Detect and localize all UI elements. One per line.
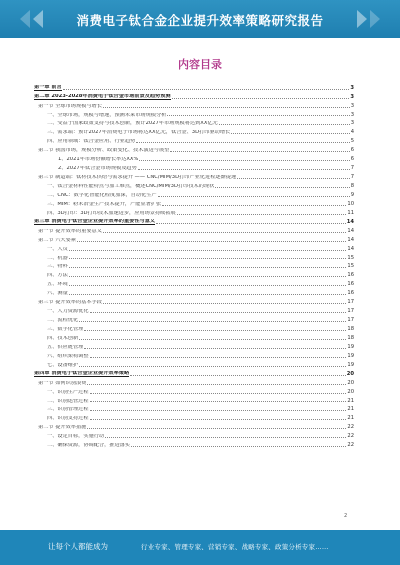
toc-entry[interactable] <box>34 377 354 386</box>
toc-leader-dots <box>131 445 346 447</box>
toc-entry-title: 四、3D打印：3D打印技术加速进步，应用场景持续拓展 <box>47 210 176 216</box>
toc-entry[interactable] <box>34 243 354 252</box>
toc-entry-title: 六、测量 <box>47 291 68 297</box>
toc-entry[interactable] <box>34 368 354 377</box>
toc-entry-page: 7 <box>350 165 354 172</box>
toc-entry-page: 22 <box>347 442 354 449</box>
toc-entry-page: 14 <box>346 218 354 225</box>
toc-entry-title: 二、机器 <box>47 255 68 261</box>
toc-entry-page: 16 <box>347 281 354 288</box>
toc-entry-title: 三、需求端：预计2027年消费电子市场将达XX亿元，钛合金、3D打印驱动增长 <box>47 130 231 136</box>
toc-entry-title: 一、识别生产过程 <box>47 389 89 395</box>
toc-entry[interactable] <box>34 225 354 234</box>
toc-leader-dots <box>90 356 347 358</box>
toc-leader-dots <box>90 409 347 411</box>
toc-entry-title: 第二节 提升效率措施 <box>38 425 87 431</box>
toc-entry-page: 15 <box>347 254 354 261</box>
toc-entry-title: 四、方法 <box>47 273 68 279</box>
toc-entry[interactable] <box>34 118 354 127</box>
toc-entry[interactable] <box>34 216 354 225</box>
report-title: 消费电子钛合金企业提升效率策略研究报告 <box>76 13 324 28</box>
toc-entry-title: 第一章 前言 <box>34 84 62 90</box>
toc-entry-page: 14 <box>347 227 354 234</box>
toc-leader-dots <box>139 159 349 161</box>
toc-entry-title: 二、CNC：数字化智能化程度加深，自动化生产 <box>47 192 157 198</box>
toc-leader-dots <box>90 311 347 313</box>
toc-entry-title: 二、确保资源，协调配合，推进落实 <box>47 443 131 449</box>
toc-entry-title: 第一节 提升效率的重要意义 <box>38 228 102 234</box>
toc-entry-title: 第四章 消费电子钛合金企业提升效率策略 <box>34 370 130 376</box>
toc-entry-page: 17 <box>347 317 354 324</box>
toc-entry-page: 3 <box>350 111 354 118</box>
toc-entry-title: 四、识别支持过程 <box>47 416 89 422</box>
toc-entry[interactable] <box>34 341 354 350</box>
toc-leader-dots <box>79 365 346 367</box>
toc-entry-title: 第二节 六大要素 <box>38 237 76 243</box>
toc-entry-title: 一、设定目标，实施行动 <box>47 434 105 440</box>
toc-leader-dots <box>177 213 347 215</box>
report-footer <box>0 530 400 565</box>
toc-entry-title: 四、应用领域：钛合金应用、行业趋势 <box>47 139 136 145</box>
toc-heading: 内容目录 <box>178 58 222 71</box>
toc-entry-title: 三、数字化管理 <box>47 327 84 333</box>
toc-entry-title: 三、物料 <box>47 264 68 270</box>
toc-entry[interactable] <box>34 270 354 279</box>
toc-leader-dots <box>130 374 346 376</box>
toc-entry-page: 6 <box>350 156 354 163</box>
toc-entry[interactable] <box>34 297 354 306</box>
toc-leader-dots <box>69 249 347 251</box>
toc-leader-dots <box>90 400 347 402</box>
toc-entry-page: 22 <box>347 424 354 431</box>
toc-entry[interactable] <box>34 198 354 207</box>
toc-entry[interactable] <box>34 189 354 198</box>
toc-entry[interactable] <box>34 422 354 431</box>
footer-slogan: 让每个人都能成为 <box>48 542 108 551</box>
toc-entry-page: 19 <box>347 361 354 368</box>
toc-leader-dots <box>87 383 346 385</box>
toc-entry-page: 11 <box>347 209 354 216</box>
toc-entry[interactable] <box>34 305 354 314</box>
toc-entry-page: 20 <box>347 379 354 386</box>
toc-entry[interactable] <box>34 413 354 422</box>
toc-entry[interactable] <box>34 395 354 404</box>
toc-leader-dots <box>170 150 349 152</box>
toc-entry-title: 第三节 制造端：钛材技术供给与需求提升 —— CNC/MIM/3D打印产业化进程逐渐提速 <box>38 175 237 181</box>
toc-entry[interactable] <box>34 100 354 109</box>
toc-entry-title: 一、人员 <box>47 246 68 252</box>
toc-entry[interactable] <box>34 180 354 189</box>
toc-entry-title: 第一节 全球市场规模与增长 <box>38 103 102 109</box>
toc-leader-dots <box>219 123 350 125</box>
toc-entry-page: 21 <box>347 397 354 404</box>
toc-entry[interactable] <box>34 350 354 359</box>
toc-leader-dots <box>156 222 346 224</box>
toc-entry-title: 1、2021年市场份额增长率达XX% <box>58 157 139 163</box>
toc-entry-title: 第二章 2023-2028年消费电子钛合金市场前景及趋势预测 <box>34 93 171 99</box>
footer-roles: 行业专家、管理专家、营销专家、战略专家、政策分析专家…… <box>141 543 329 551</box>
toc-entry-page: 22 <box>347 433 354 440</box>
toc-entry-title: 五、供应链管理 <box>47 344 84 350</box>
toc-entry[interactable] <box>34 136 354 145</box>
toc-entry[interactable] <box>34 234 354 243</box>
toc-entry[interactable] <box>34 440 354 449</box>
toc-entry-title: 五、环境 <box>47 282 68 288</box>
toc-entry[interactable] <box>34 207 354 216</box>
toc-entry-page: 16 <box>347 290 354 297</box>
toc-entry-title: 六、组织架构调整 <box>47 353 89 359</box>
toc-entry[interactable] <box>34 332 354 341</box>
toc-entry-page: 4 <box>350 129 354 136</box>
header-right-arrow-decoration <box>370 10 380 28</box>
toc-entry-page: 3 <box>350 93 354 100</box>
toc-leader-dots <box>79 320 346 322</box>
toc-entry-page: 17 <box>347 299 354 306</box>
toc-leader-dots <box>136 141 349 143</box>
toc-entry-title: 二、流程优化 <box>47 318 79 324</box>
toc-entry-page: 8 <box>350 183 354 190</box>
toc-leader-dots <box>158 195 350 197</box>
toc-entry[interactable] <box>34 431 354 440</box>
toc-entry-page: 9 <box>350 191 354 198</box>
toc-leader-dots <box>69 266 347 268</box>
toc-entry-page: 15 <box>347 263 354 270</box>
toc-entry[interactable] <box>34 154 354 163</box>
toc-entry-page: 14 <box>347 245 354 252</box>
toc-entry[interactable] <box>34 404 354 413</box>
toc-entry-title: 第一节 如何识别浪费 <box>38 380 87 386</box>
toc-leader-dots <box>90 418 347 420</box>
toc-leader-dots <box>69 293 347 295</box>
toc-entry[interactable] <box>34 252 354 261</box>
toc-entry-page: 18 <box>347 334 354 341</box>
toc-leader-dots <box>69 257 347 259</box>
toc-entry-title: 第三节 提升效率的基本手段 <box>38 300 102 306</box>
toc-entry-page: 3 <box>350 120 354 127</box>
report-header <box>0 0 400 38</box>
toc-entry-page: 20 <box>346 370 354 377</box>
toc-entry[interactable] <box>34 288 354 297</box>
toc-leader-dots <box>87 427 346 429</box>
toc-entry-page: 14 <box>347 236 354 243</box>
toc-leader-dots <box>69 275 347 277</box>
toc-entry-page: 5 <box>350 138 354 145</box>
toc-entry-title: 三、MIM：粉末冶金生产技术提升，产能显著扩张 <box>47 201 162 207</box>
toc-entry[interactable] <box>34 314 354 323</box>
toc-leader-dots <box>63 88 350 90</box>
toc-entry-page: 6 <box>350 147 354 154</box>
toc-leader-dots <box>172 97 350 99</box>
toc-leader-dots <box>90 392 347 394</box>
toc-leader-dots <box>105 436 346 438</box>
toc-entry-page: 19 <box>347 343 354 350</box>
toc-entry[interactable] <box>34 279 354 288</box>
toc-entry-title: 第二节 我国市场，规模分析、政策变化、技术演进与展望 <box>38 148 170 154</box>
toc-entry-title: 一、全球市场，规模与增速，预测未来市场规模分析 <box>47 112 167 118</box>
toc-entry-page: 19 <box>347 352 354 359</box>
table-of-contents <box>34 82 354 448</box>
toc-leader-dots <box>103 231 346 233</box>
toc-entry[interactable] <box>34 91 354 100</box>
toc-entry[interactable] <box>34 127 354 136</box>
toc-entry[interactable] <box>34 171 354 180</box>
toc-entry[interactable] <box>34 261 354 270</box>
toc-entry-page: 3 <box>350 102 354 109</box>
toc-entry-page: 21 <box>347 406 354 413</box>
toc-leader-dots <box>77 240 346 242</box>
toc-leader-dots <box>167 114 349 116</box>
toc-leader-dots <box>103 106 350 108</box>
toc-entry-title: 二、识别运营过程 <box>47 398 89 404</box>
page-number: 2 <box>344 513 348 519</box>
toc-entry-page: 3 <box>350 84 354 91</box>
toc-entry-title: 2、2027年钛合金市场规模及趋势 <box>58 166 137 172</box>
toc-leader-dots <box>84 329 346 331</box>
toc-entry-page: 7 <box>350 174 354 181</box>
toc-leader-dots <box>231 132 349 134</box>
toc-entry-title: 四、技术创新 <box>47 335 79 341</box>
toc-entry-page: 21 <box>347 415 354 422</box>
toc-entry-page: 18 <box>347 326 354 333</box>
toc-entry-title: 一、人力资源优化 <box>47 309 89 315</box>
toc-entry-page: 20 <box>347 388 354 395</box>
toc-entry[interactable] <box>34 82 354 91</box>
toc-leader-dots <box>84 347 346 349</box>
toc-entry-title: 七、设备维护 <box>47 362 79 368</box>
toc-entry-page: 10 <box>347 200 354 207</box>
toc-leader-dots <box>69 284 347 286</box>
toc-entry[interactable] <box>34 162 354 171</box>
toc-leader-dots <box>79 338 346 340</box>
toc-leader-dots <box>103 302 346 304</box>
toc-entry-page: 16 <box>347 272 354 279</box>
toc-entry[interactable] <box>34 323 354 332</box>
toc-entry-title: 三、识别管理过程 <box>47 407 89 413</box>
header-right-arrow-decoration <box>357 10 367 28</box>
toc-entry-title: 一、钛合金材料性能特点与加工难点，概述CNC/MIM/3D打印技术的现状 <box>47 184 215 190</box>
toc-entry-title: 第三章 消费电子钛合金企业提升效率的重要性与意义 <box>34 218 156 224</box>
toc-entry-title: 二、受益于国家政策支持与技术创新，预计2027年市场规模将达到XX亿元 <box>47 121 218 127</box>
toc-entry[interactable] <box>34 109 354 118</box>
toc-leader-dots <box>215 186 349 188</box>
toc-entry[interactable] <box>34 386 354 395</box>
toc-leader-dots <box>162 204 346 206</box>
toc-leader-dots <box>237 177 350 179</box>
toc-leader-dots <box>138 168 350 170</box>
toc-entry[interactable] <box>34 145 354 154</box>
toc-entry[interactable] <box>34 359 354 368</box>
toc-entry-page: 17 <box>347 308 354 315</box>
